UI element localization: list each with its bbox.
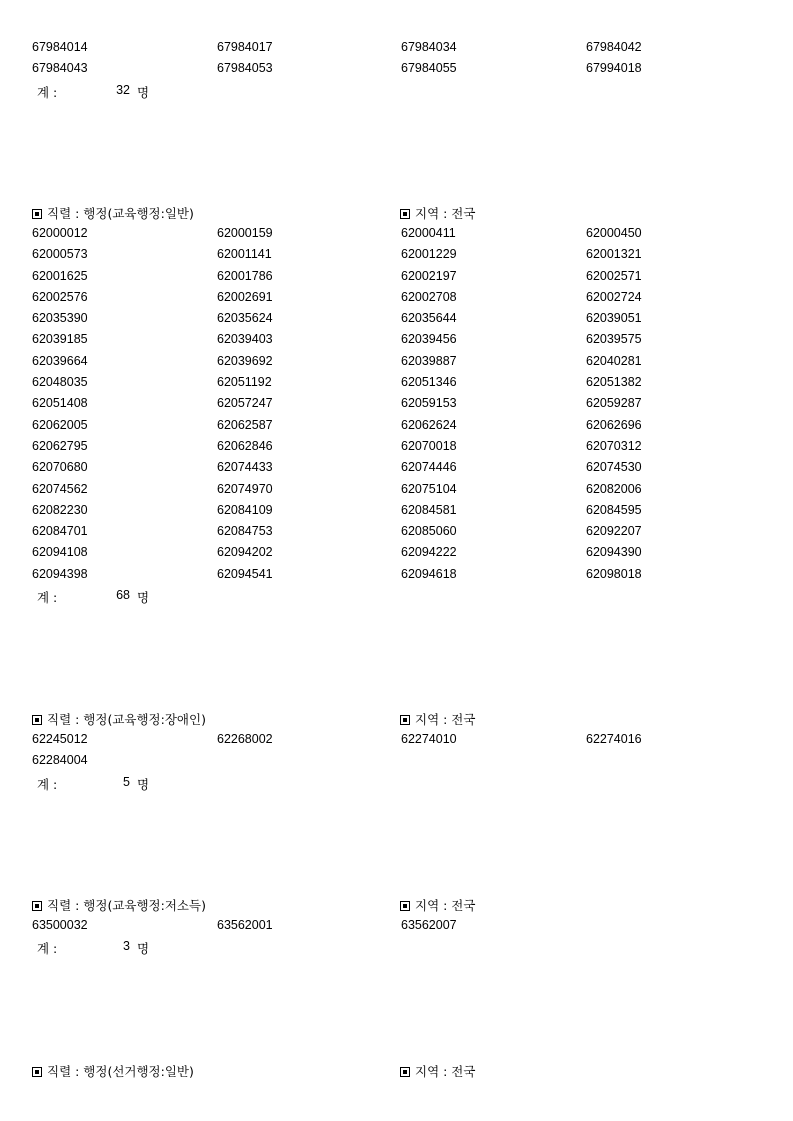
exam-number: 67984017 <box>217 40 273 54</box>
id-grid <box>0 40 793 83</box>
exam-number: 67984053 <box>217 61 273 76</box>
total-label: 계 : <box>37 84 58 100</box>
category-text: 직렬 : 행정(선거행정:일반) <box>47 1064 194 1079</box>
exam-number: 67994018 <box>586 61 642 76</box>
exam-number: 67984034 <box>401 40 457 54</box>
id-row <box>0 332 793 353</box>
exam-number: 62001229 <box>401 247 457 262</box>
id-row <box>0 918 793 939</box>
exam-number: 62001141 <box>217 247 272 262</box>
region-text: 지역 : 전국 <box>415 712 476 727</box>
id-grid <box>0 918 793 939</box>
id-row <box>0 753 793 774</box>
total-label: 계 : <box>37 590 58 606</box>
region-label <box>400 896 475 914</box>
exam-number: 62051408 <box>32 396 88 411</box>
exam-number: 62094390 <box>586 545 642 560</box>
exam-number: 62039403 <box>217 332 273 347</box>
id-row <box>0 354 793 375</box>
exam-number: 62085060 <box>401 524 457 539</box>
section-heading <box>0 896 793 918</box>
exam-number: 63500032 <box>32 918 88 932</box>
exam-number: 62084701 <box>32 524 88 539</box>
exam-number: 62057247 <box>217 396 273 411</box>
exam-number: 62000012 <box>32 226 88 240</box>
square-bullet-icon <box>400 901 410 911</box>
id-row <box>0 61 793 82</box>
exam-number: 62002691 <box>217 289 273 304</box>
exam-number: 62074970 <box>217 481 273 496</box>
region-text: 지역 : 전국 <box>415 898 476 913</box>
total-count: 5 <box>123 774 130 789</box>
exam-number: 62094618 <box>401 566 457 581</box>
total-unit: 명 <box>137 941 150 957</box>
id-row <box>0 439 793 460</box>
exam-number: 62039456 <box>401 332 457 347</box>
id-row <box>0 418 793 439</box>
exam-number: 62284004 <box>32 753 88 768</box>
region-text: 지역 : 전국 <box>415 206 476 221</box>
exam-number: 63562001 <box>217 918 273 932</box>
id-row <box>0 482 793 503</box>
exam-number: 62062005 <box>32 417 88 432</box>
total-line <box>0 939 793 959</box>
exam-number: 62094398 <box>32 566 88 581</box>
category-label <box>32 204 194 222</box>
total-unit: 명 <box>137 84 150 100</box>
exam-section <box>0 710 793 795</box>
exam-number: 62048035 <box>32 375 88 390</box>
exam-number: 62001321 <box>586 247 642 262</box>
exam-number: 62001786 <box>217 268 273 283</box>
exam-number: 62245012 <box>32 732 88 746</box>
exam-number: 62002571 <box>586 268 642 283</box>
exam-number: 62062795 <box>32 438 88 453</box>
section-heading <box>0 1062 793 1084</box>
total-line <box>0 588 793 608</box>
id-row <box>0 226 793 247</box>
exam-number: 62082230 <box>32 502 88 517</box>
category-text: 직렬 : 행정(교육행정:장애인) <box>47 712 206 727</box>
exam-number: 62094202 <box>217 545 273 560</box>
exam-number: 62051382 <box>586 375 642 390</box>
exam-number: 62094541 <box>217 566 273 581</box>
id-row <box>0 290 793 311</box>
exam-number: 62039692 <box>217 353 273 368</box>
exam-number: 63562007 <box>401 918 457 932</box>
exam-number: 62074433 <box>217 460 273 475</box>
total-unit: 명 <box>137 776 150 792</box>
square-bullet-icon <box>400 1067 410 1077</box>
total-count: 3 <box>123 939 130 954</box>
exam-number: 62002708 <box>401 289 457 304</box>
exam-number: 62035624 <box>217 311 273 326</box>
category-label <box>32 1062 194 1080</box>
exam-number: 62274010 <box>401 732 457 746</box>
exam-number: 62062624 <box>401 417 457 432</box>
exam-number: 62000450 <box>586 226 642 240</box>
exam-number: 62040281 <box>586 353 642 368</box>
exam-number: 62094222 <box>401 545 457 560</box>
category-text: 직렬 : 행정(교육행정:일반) <box>47 206 194 221</box>
exam-section <box>0 896 793 959</box>
total-count: 32 <box>116 82 130 97</box>
exam-number: 62035390 <box>32 311 88 326</box>
region-text: 지역 : 전국 <box>415 1064 476 1079</box>
exam-number: 62082006 <box>586 481 642 496</box>
exam-number: 62074562 <box>32 481 88 496</box>
id-row <box>0 311 793 332</box>
square-bullet-icon <box>32 1067 42 1077</box>
category-label <box>32 896 206 914</box>
exam-number: 62059153 <box>401 396 457 411</box>
exam-number: 62084595 <box>586 502 642 517</box>
id-row <box>0 524 793 545</box>
exam-number: 62062587 <box>217 417 273 432</box>
region-label <box>400 1062 475 1080</box>
category-label <box>32 710 206 728</box>
exam-number: 62039051 <box>586 311 642 326</box>
exam-number: 62084581 <box>401 502 457 517</box>
exam-number: 62092207 <box>586 524 642 539</box>
id-row <box>0 40 793 61</box>
exam-number: 62084753 <box>217 524 273 539</box>
exam-number: 62075104 <box>401 481 457 496</box>
id-row <box>0 545 793 566</box>
id-row <box>0 460 793 481</box>
id-row <box>0 396 793 417</box>
total-line <box>0 83 793 103</box>
exam-section <box>0 40 793 103</box>
id-row <box>0 732 793 753</box>
exam-number: 62074446 <box>401 460 457 475</box>
square-bullet-icon <box>400 715 410 725</box>
exam-number: 62268002 <box>217 732 273 746</box>
section-heading <box>0 710 793 732</box>
exam-number: 62062696 <box>586 417 642 432</box>
exam-number: 62002724 <box>586 289 642 304</box>
exam-number: 62074530 <box>586 460 642 475</box>
id-row <box>0 269 793 290</box>
exam-number: 62274016 <box>586 732 642 746</box>
exam-number: 62000159 <box>217 226 273 240</box>
exam-number: 67984014 <box>32 40 88 54</box>
id-row <box>0 567 793 588</box>
exam-number: 62035644 <box>401 311 457 326</box>
total-label: 계 : <box>37 941 58 957</box>
square-bullet-icon <box>32 901 42 911</box>
exam-number: 62084109 <box>217 502 273 517</box>
exam-number: 62062846 <box>217 438 273 453</box>
exam-number: 62098018 <box>586 566 642 581</box>
exam-section <box>0 1062 793 1084</box>
exam-number: 62000573 <box>32 247 88 262</box>
exam-number: 67984055 <box>401 61 457 76</box>
exam-number: 62094108 <box>32 545 88 560</box>
exam-number: 62039887 <box>401 353 457 368</box>
exam-number: 62059287 <box>586 396 642 411</box>
id-row <box>0 375 793 396</box>
id-grid <box>0 732 793 775</box>
exam-number: 62039664 <box>32 353 88 368</box>
exam-number: 67984042 <box>586 40 642 54</box>
region-label <box>400 710 475 728</box>
exam-number: 62051192 <box>217 375 272 390</box>
square-bullet-icon <box>32 209 42 219</box>
total-line <box>0 775 793 795</box>
section-heading <box>0 204 793 226</box>
exam-number: 62070018 <box>401 438 457 453</box>
category-text: 직렬 : 행정(교육행정:저소득) <box>47 898 206 913</box>
region-label <box>400 204 475 222</box>
id-grid <box>0 226 793 588</box>
id-row <box>0 247 793 268</box>
square-bullet-icon <box>32 715 42 725</box>
exam-number: 62039185 <box>32 332 88 347</box>
exam-section <box>0 204 793 608</box>
exam-number: 62051346 <box>401 375 457 390</box>
id-row <box>0 503 793 524</box>
exam-number: 62001625 <box>32 268 88 283</box>
exam-number: 62002576 <box>32 289 88 304</box>
square-bullet-icon <box>400 209 410 219</box>
total-unit: 명 <box>137 590 150 606</box>
total-count: 68 <box>116 588 130 603</box>
exam-number: 62002197 <box>401 268 457 283</box>
exam-number: 62039575 <box>586 332 642 347</box>
exam-number: 62070312 <box>586 438 642 453</box>
exam-number: 62000411 <box>401 226 456 240</box>
total-label: 계 : <box>37 776 58 792</box>
exam-number: 67984043 <box>32 61 88 76</box>
exam-number: 62070680 <box>32 460 88 475</box>
